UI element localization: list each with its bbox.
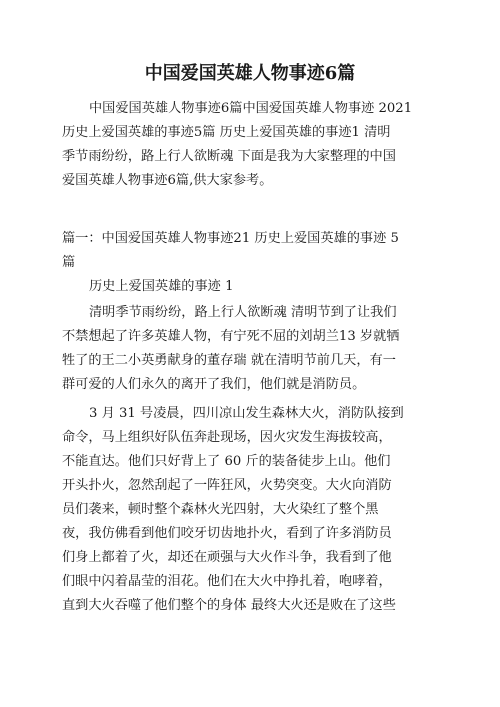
intro-line: 历史上爱国英雄的事迹5篇 历史上爱国英雄的事迹1 清明 <box>62 125 391 140</box>
body-paragraph-1 <box>62 301 440 397</box>
section-heading-line: 篇 <box>62 255 76 270</box>
document-title: 中国爱国英雄人物事迹6篇 <box>144 63 356 84</box>
intro-line: 爱国英雄人物事迹6篇,供大家参考。 <box>62 173 273 188</box>
body-line: 夜，我仿佛看到他们咬牙切齿地扑火，看到了许多消防员 <box>62 526 392 541</box>
body-line: 不能直达。他们只好背上了 60 斤的装备徒步上山。他们 <box>62 454 391 469</box>
body-line: 们身上都着了火，却还在顽强与大火作斗争，我看到了他 <box>62 550 392 565</box>
section-heading <box>62 227 440 275</box>
body-line: 牲了的王二小英勇献身的董存瑞 就在清明节前几天，有一 <box>62 353 396 368</box>
body-paragraph-2 <box>62 402 440 618</box>
intro-paragraph <box>62 97 440 193</box>
body-line: 群可爱的人们永久的离开了我们，他们就是消防员。 <box>62 377 366 392</box>
body-line: 不禁想起了许多英雄人物，有宁死不屈的刘胡兰13 岁就牺 <box>62 329 400 344</box>
section-heading-line: 篇一：中国爱国英雄人物事迹21 历史上爱国英雄的事迹 5 <box>62 231 399 246</box>
body-line: 清明季节雨纷纷，路上行人欲断魂 清明节到了让我们 <box>89 305 397 320</box>
body-line: 直到大火吞噬了他们整个的身体 最终大火还是败在了这些 <box>62 598 396 613</box>
body-line: 开头扑火，忽然刮起了一阵狂风，火势突变。大火向消防 <box>62 478 392 493</box>
body-line: 3 月 31 号凌晨，四川凉山发生森林大火，消防队接到 <box>89 406 404 421</box>
subheading-line: 历史上爱国英雄的事迹 1 <box>89 279 234 294</box>
body-line: 员们袭来，顿时整个森林火光四射，大火染红了整个黑 <box>62 502 379 517</box>
body-line: 命令，马上组织好队伍奔赴现场，因火灾发生海拔较高， <box>62 430 392 445</box>
intro-line: 季节雨纷纷，路上行人欲断魂 下面是我为大家整理的中国 <box>62 149 396 164</box>
subheading <box>62 275 440 299</box>
intro-line: 中国爱国英雄人物事迹6篇中国爱国英雄人物事迹 2021 <box>89 101 413 116</box>
body-line: 们眼中闪着晶莹的泪花。他们在大火中挣扎着，咆哮着， <box>62 574 392 589</box>
